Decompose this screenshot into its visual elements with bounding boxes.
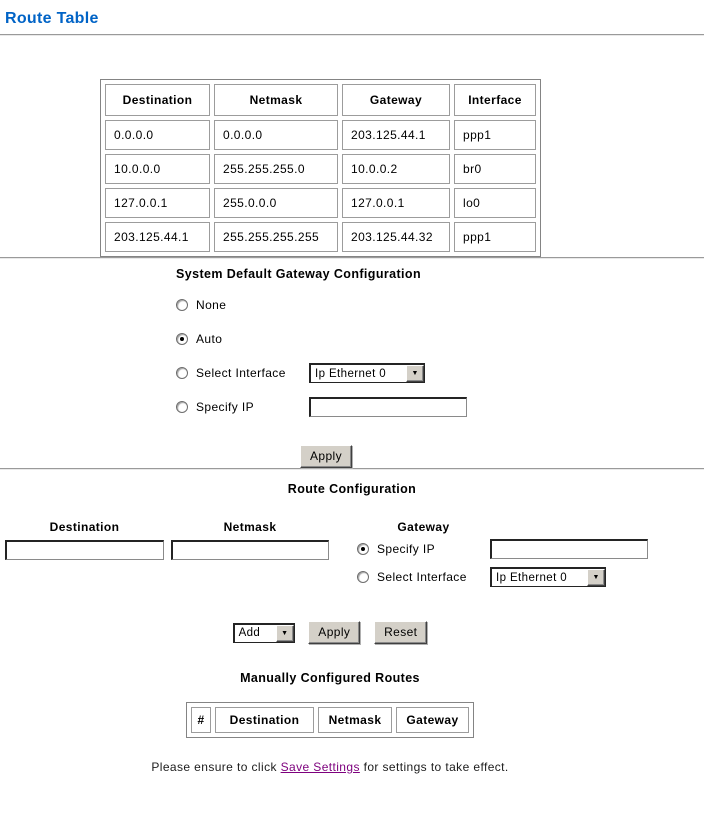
cell-gateway: 203.125.44.32 [342,222,450,252]
gateway-apply-button[interactable]: Apply [300,445,352,468]
route-config-form [5,520,704,595]
cell-gateway: 10.0.0.2 [342,154,450,184]
section-divider [0,468,704,470]
chevron-down-icon: ▼ [281,629,289,637]
select-interface-radio-label: Select Interface [196,366,286,380]
gw-interface-select-value: Ip Ethernet 0 [496,571,568,584]
route-apply-button[interactable]: Apply [308,621,360,644]
destination-label: Destination [49,520,120,534]
dropdown-arrow-button[interactable] [587,569,605,586]
route-reset-button[interactable]: Reset [374,621,427,644]
save-settings-link[interactable]: Save Settings [280,760,360,774]
netmask-label: Netmask [223,520,277,534]
dropdown-arrow-button[interactable] [406,365,424,382]
gateway-option-select-interface [176,363,476,383]
gw-select-interface-radio[interactable] [357,571,369,583]
route-config-actions [0,621,660,644]
column-header-netmask: Netmask [318,707,392,733]
column-header-number: # [191,707,211,733]
page-title: Route Table [5,10,99,27]
cell-interface: br0 [454,154,536,184]
cell-destination: 203.125.44.1 [105,222,210,252]
chevron-down-icon: ▼ [411,370,419,377]
column-header-destination: Destination [215,707,314,733]
interface-select[interactable] [309,363,425,383]
none-radio[interactable] [176,299,188,311]
table-row [105,188,536,218]
cell-netmask: 0.0.0.0 [214,120,338,150]
route-table-header-row [105,84,536,116]
column-header-netmask: Netmask [214,84,338,116]
interface-select-value: Ip Ethernet 0 [315,367,387,380]
specify-ip-radio-label: Specify IP [196,400,255,414]
footer-note [0,760,660,774]
cell-interface: ppp1 [454,120,536,150]
none-radio-label: None [196,298,227,312]
cell-netmask: 255.255.255.0 [214,154,338,184]
manual-routes-table [186,702,474,738]
gw-specify-ip-input[interactable] [490,539,648,559]
specify-ip-input[interactable] [309,397,467,417]
netmask-input[interactable] [171,540,329,560]
gw-select-interface-radio-label: Select Interface [377,570,467,584]
route-table [100,79,541,257]
route-config-title: Route Configuration [287,482,417,496]
column-header-interface: Interface [454,84,536,116]
chevron-down-icon: ▼ [592,574,600,581]
column-header-gateway: Gateway [342,84,450,116]
cell-interface: lo0 [454,188,536,218]
gateway-config-section [176,267,476,468]
footer-text-post: for settings to take effect. [359,760,509,774]
gateway-select-interface-option [357,567,648,587]
column-header-destination: Destination [105,84,210,116]
auto-radio-label: Auto [196,332,223,346]
manual-routes-header-row [191,707,469,733]
column-header-gateway: Gateway [396,707,469,733]
gateway-config-title: System Default Gateway Configuration [176,267,421,281]
cell-netmask: 255.255.255.255 [214,222,338,252]
cell-interface: ppp1 [454,222,536,252]
gateway-option-specify-ip [176,397,476,417]
gateway-label: Gateway [397,520,450,534]
cell-netmask: 255.0.0.0 [214,188,338,218]
section-divider [0,257,704,259]
gateway-option-auto [176,329,476,349]
table-row [105,120,536,150]
cell-gateway: 127.0.0.1 [342,188,450,218]
gateway-option-none [176,295,476,315]
action-select-value: Add [238,627,261,640]
gw-specify-ip-radio-label: Specify IP [377,542,436,556]
specify-ip-radio[interactable] [176,401,188,413]
cell-destination: 10.0.0.0 [105,154,210,184]
cell-destination: 127.0.0.1 [105,188,210,218]
dropdown-arrow-button[interactable] [276,625,294,642]
destination-input[interactable] [5,540,164,560]
cell-gateway: 203.125.44.1 [342,120,450,150]
action-select[interactable] [233,623,295,643]
table-row [105,154,536,184]
footer-text-pre: Please ensure to click [151,760,281,774]
auto-radio[interactable] [176,333,188,345]
cell-destination: 0.0.0.0 [105,120,210,150]
manual-routes-title: Manually Configured Routes [240,671,420,685]
gateway-specify-ip-option [357,539,648,559]
table-row [105,222,536,252]
gw-specify-ip-radio[interactable] [357,543,369,555]
select-interface-radio[interactable] [176,367,188,379]
title-divider [0,34,704,36]
gw-interface-select[interactable] [490,567,606,587]
